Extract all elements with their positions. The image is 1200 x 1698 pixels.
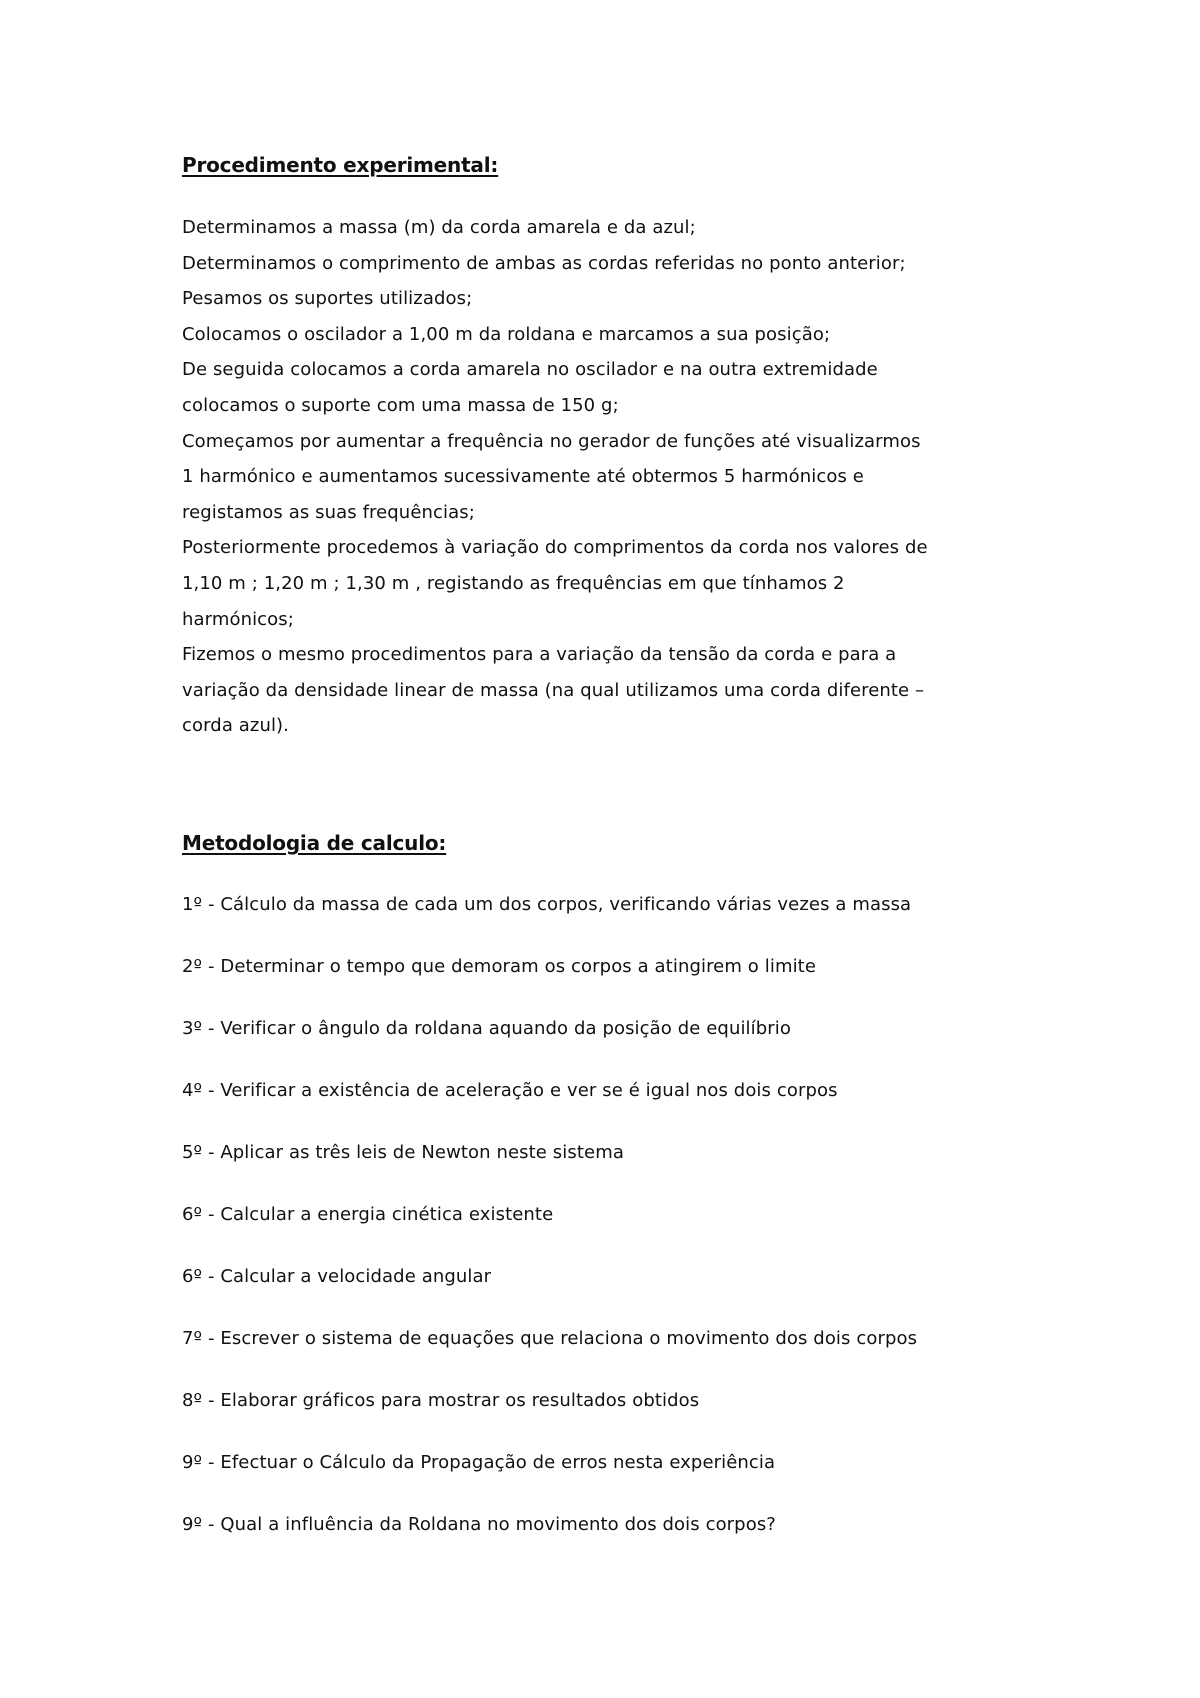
procedure-line: colocamos o suporte com uma massa de 150 g; — [182, 394, 619, 416]
methodology-heading: Metodologia de calculo: — [182, 830, 447, 855]
procedure-line: Determinamos a massa (m) da corda amarela e da azul; — [182, 217, 696, 238]
procedure-line: Posteriormente procedemos à variação do comprimentos da corda nos valores de — [182, 537, 928, 559]
methodology-steps — [182, 889, 1062, 1541]
methodology-step: 6º - Calcular a energia cinética existente — [182, 1203, 554, 1225]
methodology-step: 1º - Cálculo da massa de cada um dos corpos, verificando várias vezes a massa — [182, 893, 912, 915]
procedure-line: Determinamos o comprimento de ambas as cordas referidas no ponto anterior; — [182, 252, 906, 274]
procedure-line: variação da densidade linear de massa (na qual utilizamos uma corda diferente – — [182, 679, 925, 701]
methodology-step: 5º - Aplicar as três leis de Newton neste sistema — [182, 1141, 624, 1163]
procedure-line: Fizemos o mesmo procedimentos para a variação da tensão da corda e para a — [182, 644, 897, 666]
procedure-line: registamos as suas frequências; — [182, 501, 475, 523]
methodology-step: 3º - Verificar o ângulo da roldana aquando da posição de equilíbrio — [182, 1017, 791, 1039]
procedure-line: De seguida colocamos a corda amarela no oscilador e na outra extremidade — [182, 359, 878, 381]
procedure-line: harmónicos; — [182, 608, 294, 630]
document-content — [182, 148, 1062, 1571]
methodology-step: 8º - Elaborar gráficos para mostrar os resultados obtidos — [182, 1389, 700, 1411]
procedure-line: 1 harmónico e aumentamos sucessivamente até obtermos 5 harmónicos e — [182, 466, 864, 488]
methodology-step: 6º - Calcular a velocidade angular — [182, 1265, 492, 1287]
procedure-line: 1,10 m ; 1,20 m ; 1,30 m , registando as frequências em que tínhamos 2 — [182, 572, 845, 594]
methodology-step: 2º - Determinar o tempo que demoram os corpos a atingirem o limite — [182, 955, 817, 977]
methodology-step: 4º - Verificar a existência de aceleração e ver se é igual nos dois corpos — [182, 1079, 838, 1101]
procedure-line: Começamos por aumentar a frequência no gerador de funções até visualizarmos — [182, 430, 921, 452]
procedure-line: corda azul). — [182, 715, 290, 737]
procedure-text — [182, 210, 1062, 744]
methodology-step: 7º - Escrever o sistema de equações que relaciona o movimento dos dois corpos — [182, 1327, 918, 1349]
procedure-line: Colocamos o oscilador a 1,00 m da roldana e marcamos a sua posição; — [182, 323, 831, 345]
procedure-heading: Procedimento experimental: — [182, 153, 499, 177]
methodology-step: 9º - Efectuar o Cálculo da Propagação de erros nesta experiência — [182, 1451, 776, 1473]
procedure-line: Pesamos os suportes utilizados; — [182, 288, 473, 310]
methodology-step: 9º - Qual a influência da Roldana no movimento dos dois corpos? — [182, 1513, 776, 1535]
